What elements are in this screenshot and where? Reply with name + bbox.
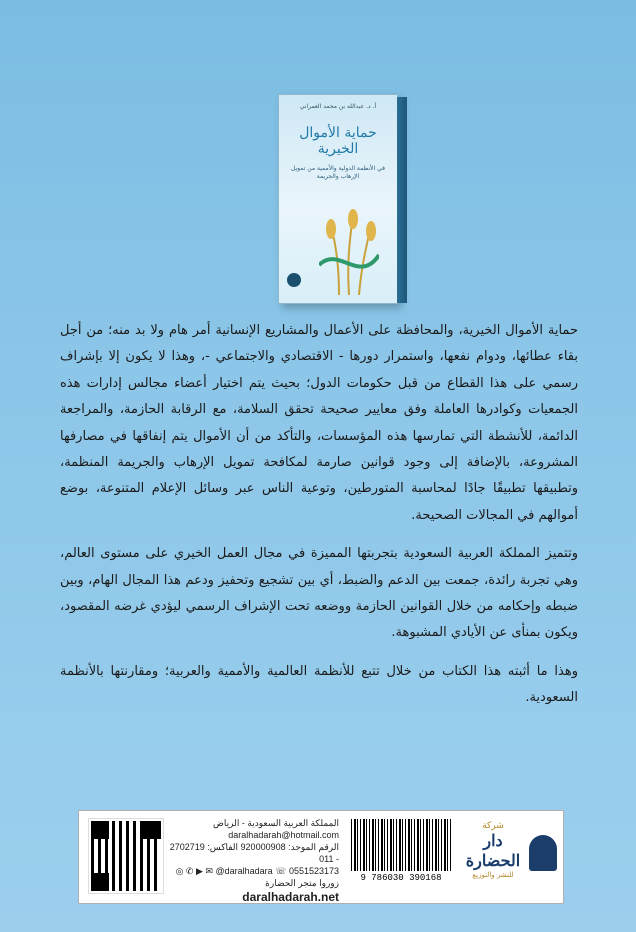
isbn-number: 9 786030 390168 <box>360 873 442 883</box>
paragraph-3: وهذا ما أثبته هذا الكتاب من خلال تتبع للأنظمة العالمية والأممية والعربية؛ ومقارنتها بالأنظمة السعودية. <box>60 663 578 706</box>
paragraph-1: حماية الأموال الخيرية، والمحافظة على الأعمال والمشاريع الإنسانية أمر هام ولا بد منه؛ من أجل بقاء عطائها، ودوام نفعها، واستمرار دورها - الاقتصادي والاجتماعي -، وهذا لا يكون إلا بإشراف رسمي على هذا القطاع من قبل حكومات الدول؛ بحيث يتم اختيار أعضاء مجالس إدارات هذه الجمعيات وكوادرها العاملة وفق معايير صحيحة تحقق السلامة، مع الرقابة الحازمة، والمراجعة الدائمة، للأنشطة التي تمارسها هذه المؤسسات، والتأكد من أن الأموال يتم إنفاقها في مصارفها المشروعة، بالإضافة إلى وجود قوانين صارمة لمكافحة تمويل الإرهاب والجريمة المنظمة، وتطبيقها تطبيقًا جادًا لمحاسبة المتورطين، وتوعية الناس عبر وسائل الإعلام المتنوعة، بوضع أموالهم في المجالات الصحيحة. <box>60 323 578 523</box>
publisher-emblem-icon <box>529 835 557 871</box>
publisher-company: شركة <box>482 821 504 831</box>
back-cover-text <box>60 318 578 724</box>
publisher-logo <box>461 821 557 893</box>
book-author: أ. د. عبدالله بن محمد العمراني <box>299 103 377 110</box>
footer-info-box <box>78 810 564 904</box>
barcode-bars <box>351 819 451 871</box>
publisher-name: دار الحضارة <box>465 831 521 870</box>
visit-label: زوروا متجر الحضارة <box>265 878 339 888</box>
barcode <box>347 819 455 891</box>
social-icons: ◎ ✆ ▶ ✉ <box>175 866 213 876</box>
contact-info <box>169 817 339 903</box>
wheat-illustration <box>319 205 379 295</box>
whatsapp-icon: ☏ <box>275 866 287 876</box>
publisher-tagline: للنشر والتوزيع <box>472 871 514 879</box>
paragraph-2: وتتميز المملكة العربية السعودية بتجربتها المميزة في مجال العمل الخيري على مستوى العالم، وهي تجربة رائدة، جمعت بين الدعم والضبط، أي بين تشجيع وتحفيز ودعم هذا المجال الهام، وبين ضبطه وإحكامه من خلال القوانين الحازمة ووضعه تحت الإشراف الرسمي ليؤدي غرضه المقصود، ويكون بمنأى عن الأيادي المشبوهة. <box>60 546 578 641</box>
book-title: حماية الأموال الخيرية <box>299 125 377 157</box>
publisher-badge-icon <box>287 273 301 287</box>
book-cover-image <box>278 94 398 304</box>
social-row <box>169 865 339 877</box>
website-link[interactable]: daralhadarah.net <box>242 890 339 904</box>
address: المملكة العربية السعودية - الرياض <box>213 818 339 828</box>
social-handle[interactable]: @daralhadara <box>215 866 273 876</box>
phone-line: الرقم الموحد: 920000908 الفاكس: 2702719 - 011 <box>169 842 339 864</box>
qr-code-icon[interactable] <box>89 819 163 893</box>
email[interactable]: daralhadarah@hotmail.com <box>228 830 339 840</box>
book-spine <box>397 97 407 303</box>
whatsapp-number[interactable]: 0551523173 <box>288 866 339 876</box>
book-subtitle: في الأنظمة الدولية والأممية من تمويل الإرهاب والجريمة <box>290 165 386 180</box>
